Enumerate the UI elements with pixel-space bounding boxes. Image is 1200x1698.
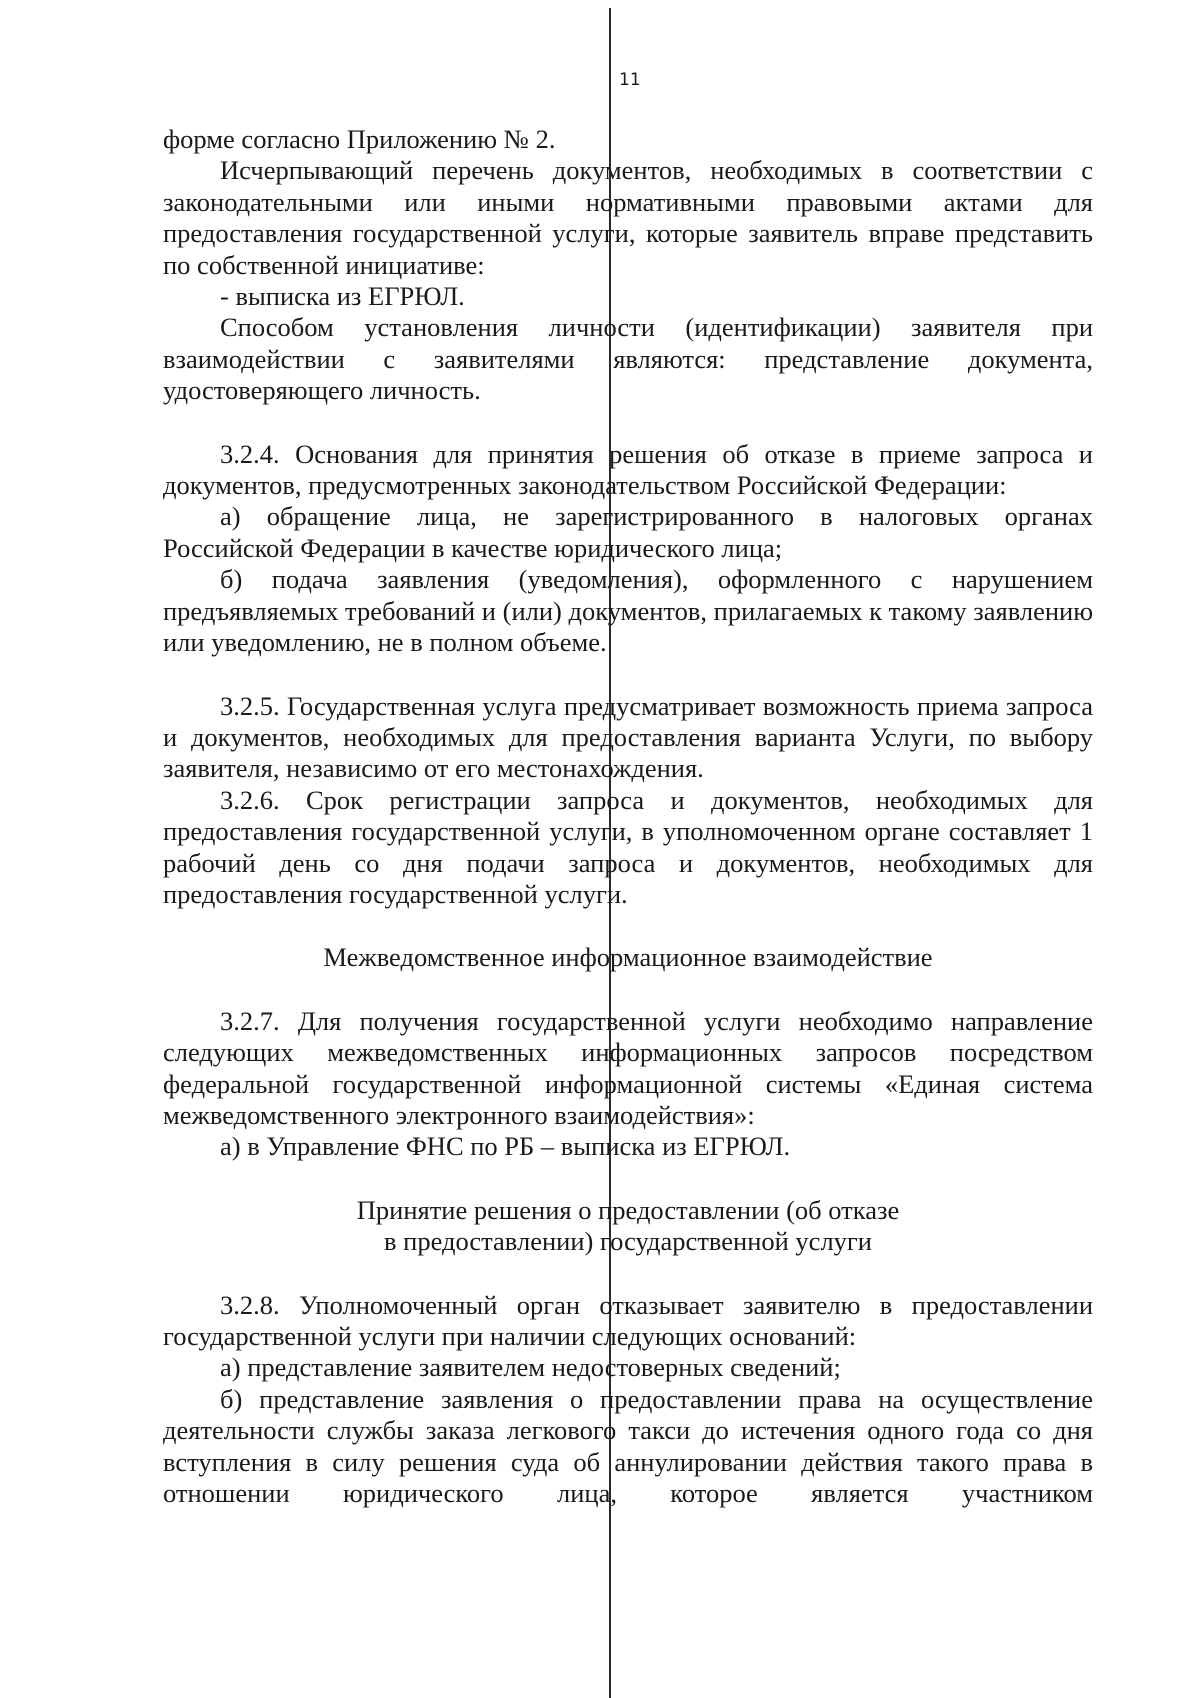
paragraph-3-2-8: 3.2.8. Уполномоченный орган отказывает заявителю в предоставлении государственной услуги при наличии следующих оснований:	[163, 1289, 1093, 1351]
page-number: 11	[619, 70, 641, 90]
spacer	[163, 1163, 1093, 1195]
list-item-egrul: - выписка из ЕГРЮЛ.	[220, 281, 465, 312]
paragraph-3-2-6: 3.2.6. Срок регистрации запроса и документов, необходимых для предоставления государственной услуги, в уполномоченном органе составляет 1 рабочий день со дня подачи запроса и документов, необходимых для предоставления государственной услуги.	[163, 784, 1093, 909]
paragraph-3-2-4: 3.2.4. Основания для принятия решения об отказе в приеме запроса и документов, предусмотренных законодательством Российской Федерации:	[163, 438, 1093, 501]
paragraph-3-2-7-a: а) в Управление ФНС по РБ – выписка из ЕГРЮЛ.	[220, 1131, 791, 1162]
paragraph-3-2-4-b: б) подача заявления (уведомления), оформленного с нарушением предъявляемых требований и (или) документов, прилагаемых к такому заявлению или уведомлению, не в полном объеме.	[163, 564, 1093, 658]
section-heading-interagency: Межведомственное информационное взаимодействие	[323, 942, 933, 973]
spacer	[163, 407, 1093, 439]
spacer	[163, 974, 1093, 1006]
spacer	[163, 910, 1093, 942]
paragraph-3-2-4-a: а) обращение лица, не зарегистрированного в налоговых органах Российской Федерации в качестве юридического лица;	[163, 501, 1093, 563]
paragraph-3-2-8-a: а) представление заявителем недостоверных сведений;	[220, 1352, 841, 1383]
section-heading-decision-line2: в предоставлении) государственной услуги	[384, 1226, 872, 1257]
document-body	[163, 124, 1093, 1509]
spacer	[163, 659, 1093, 691]
paragraph-3-2-8-b: б) представление заявления о предоставлении права на осуществление деятельности службы заказа легкового такси до истечения одного года со дня вступления в силу решения суда об аннулировании действия такого права в отношении юридического лица, которое является участником	[163, 1383, 1093, 1509]
paragraph-3-2-7: 3.2.7. Для получения государственной услуги необходимо направление следующих межведомственных информационных запросов посредством федеральной государственной информационной системы «Единая система межведомственного электронного взаимодействия»:	[163, 1005, 1093, 1130]
paragraph-continuation: форме согласно Приложению № 2.	[163, 124, 556, 154]
paragraph-identification: Способом установления личности (идентификации) заявителя при взаимодействии с заявителями являются: представление документа, удостоверяющего личность.	[163, 312, 1093, 406]
spacer	[163, 1258, 1093, 1290]
paragraph-3-2-5: 3.2.5. Государственная услуга предусматривает возможность приема запроса и документов, необходимых для предоставления варианта Услуги, по выбору заявителя, независимо от его местонахождения.	[163, 690, 1093, 784]
paragraph-documents-list: Исчерпывающий перечень документов, необходимых в соответствии с законодательными или иными нормативными правовыми актами для предоставления государственной услуги, которые заявитель вправе представить по собственной инициативе:	[163, 155, 1093, 280]
section-heading-decision-line1: Принятие решения о предоставлении (об отказе	[356, 1194, 900, 1225]
